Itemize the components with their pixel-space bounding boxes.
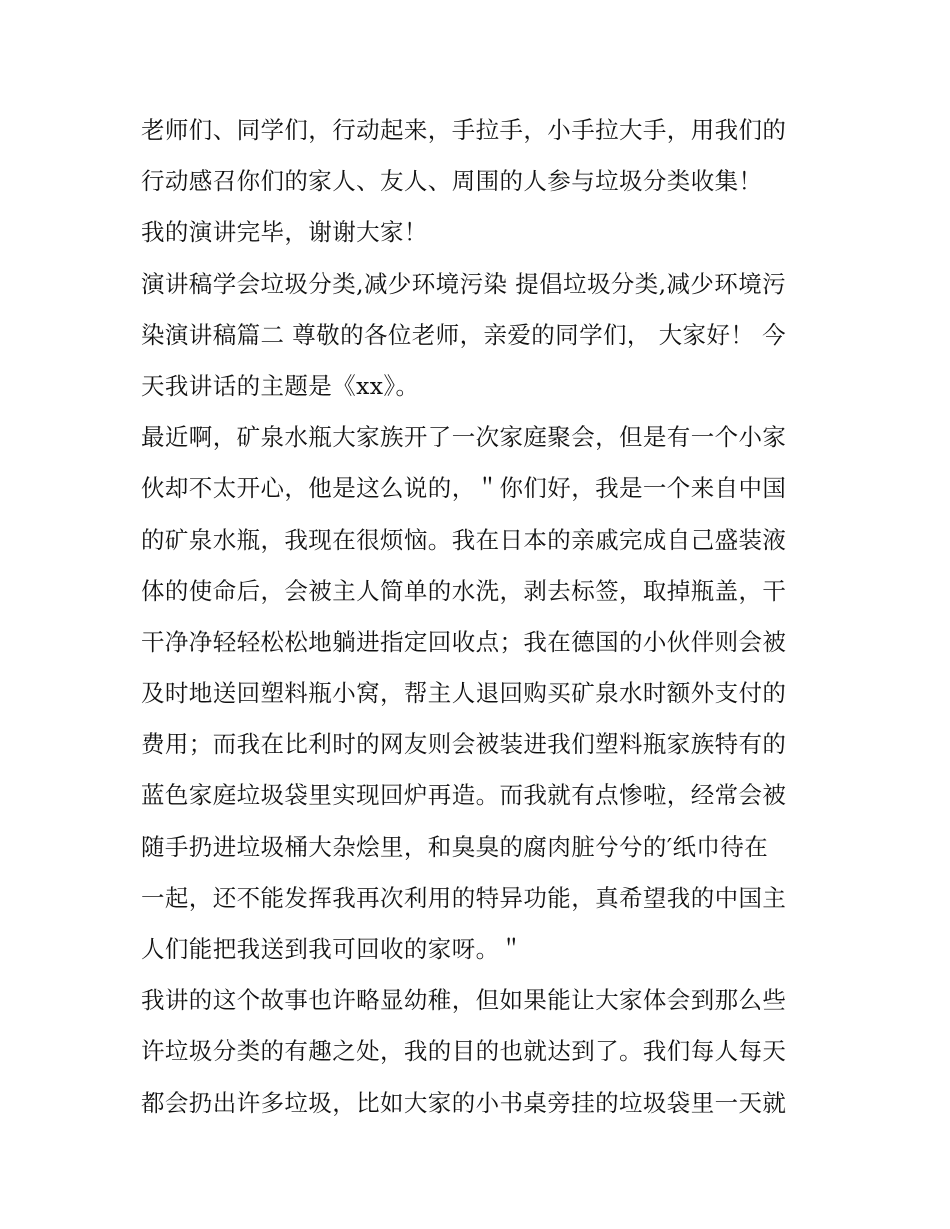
text-line: 伙却不太开心，他是这么说的，＂你们好，我是一个来自中国	[141, 474, 787, 503]
text-line: 的矿泉水瓶，我现在很烦恼。我在日本的亲戚完成自己盛装液	[141, 525, 787, 554]
text-line: 一起，还不能发挥我再次利用的特异功能，真希望我的中国主	[141, 883, 787, 912]
text-line: 我讲的这个故事也许略显幼稚，但如果能让大家体会到那么些	[141, 986, 787, 1015]
text-line: 干净净轻轻松松地躺进指定回收点；我在德国的小伙伴则会被	[141, 627, 787, 656]
text-line: 费用；而我在比利时的网友则会被装进我们塑料瓶家族特有的	[141, 730, 787, 759]
text-line: 我的演讲完毕，谢谢大家！	[141, 218, 428, 247]
text-line: 行动感召你们的家人、友人、周围的人参与垃圾分类收集！	[141, 167, 763, 196]
text-line: 染演讲稿篇二 尊敬的各位老师，亲爱的同学们， 大家好！ 今	[141, 320, 787, 349]
text-line: 老师们、同学们，行动起来，手拉手，小手拉大手，用我们的	[141, 116, 787, 144]
text-line: 及时地送回塑料瓶小窝，帮主人退回购买矿泉水时额外支付的	[141, 679, 787, 708]
text-line: 许垃圾分类的有趣之处，我的目的也就达到了。我们每人每天	[141, 1037, 787, 1066]
document-body	[141, 105, 813, 1129]
text-line: 演讲稿学会垃圾分类,减少环境污染 提倡垃圾分类,减少环境污	[141, 269, 787, 298]
text-line: 体的使命后，会被主人简单的水洗，剥去标签，取掉瓶盖，干	[141, 576, 787, 605]
text-line: 天我讲话的主题是《xx》。	[141, 371, 420, 400]
text-line: 最近啊，矿泉水瓶大家族开了一次家庭聚会，但是有一个小家	[141, 423, 787, 452]
text-line: 蓝色家庭垃圾袋里实现回炉再造。而我就有点惨啦，经常会被	[141, 781, 787, 810]
text-line: 人们能把我送到我可回收的家呀。＂	[141, 935, 524, 963]
text-line: 都会扔出许多垃圾，比如大家的小书桌旁挂的垃圾袋里一天就	[141, 1088, 787, 1117]
text-line: 随手扔进垃圾桶大杂烩里，和臭臭的腐肉脏兮兮的′纸巾待在	[141, 832, 769, 861]
